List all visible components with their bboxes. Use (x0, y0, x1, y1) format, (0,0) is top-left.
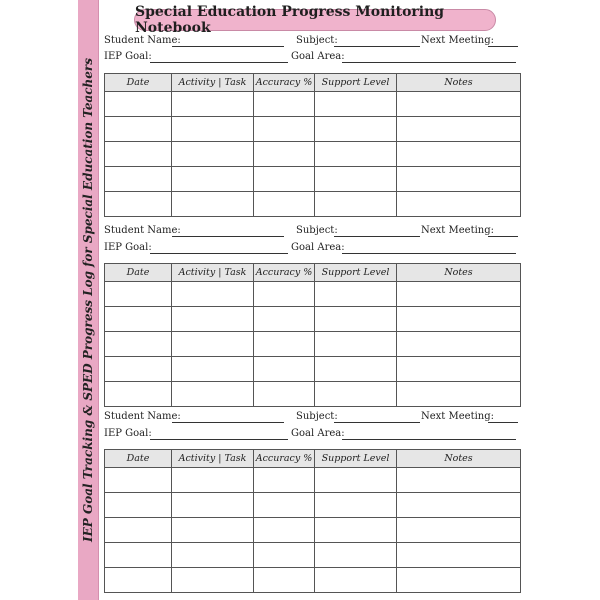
goal-area-field[interactable] (342, 62, 516, 63)
col-support: Support Level (315, 264, 397, 282)
table-row (105, 568, 521, 593)
iep-goal-field[interactable] (150, 62, 288, 63)
student-name-field[interactable] (172, 236, 284, 237)
table-row (105, 543, 521, 568)
table-row (105, 493, 521, 518)
table-row (105, 117, 521, 142)
col-date: Date (105, 264, 172, 282)
iep-goal-field[interactable] (150, 253, 288, 254)
subject-label: Subject: (296, 225, 338, 236)
section-3-row-2 (104, 428, 520, 442)
table-row (105, 382, 521, 407)
subject-field[interactable] (334, 422, 420, 423)
section-1-row-1 (104, 35, 520, 49)
iep-goal-field[interactable] (150, 439, 288, 440)
section-2-row-2 (104, 242, 520, 256)
student-name-label: Student Name: (104, 35, 181, 46)
table-row (105, 468, 521, 493)
goal-area-field[interactable] (342, 439, 516, 440)
goal-area-field[interactable] (342, 253, 516, 254)
col-accuracy: Accuracy % (254, 450, 315, 468)
next-meeting-field[interactable] (488, 422, 518, 423)
col-accuracy: Accuracy % (254, 74, 315, 92)
page-title: Special Education Progress Monitoring Notebook (134, 9, 496, 31)
subject-field[interactable] (334, 236, 420, 237)
col-support: Support Level (315, 74, 397, 92)
col-date: Date (105, 74, 172, 92)
iep-goal-label: IEP Goal: (104, 428, 152, 439)
table-row (105, 518, 521, 543)
col-notes: Notes (397, 74, 521, 92)
subject-field[interactable] (334, 46, 420, 47)
next-meeting-label: Next Meeting: (421, 35, 495, 46)
table-row (105, 192, 521, 217)
col-notes: Notes (397, 450, 521, 468)
col-date: Date (105, 450, 172, 468)
progress-table-1 (104, 73, 521, 217)
next-meeting-label: Next Meeting: (421, 411, 495, 422)
col-activity: Activity | Task (172, 264, 254, 282)
table-row (105, 142, 521, 167)
table-row (105, 357, 521, 382)
col-accuracy: Accuracy % (254, 264, 315, 282)
student-name-label: Student Name: (104, 411, 181, 422)
side-text: IEP Goal Tracking & SPED Progress Log for Special Education Teachers (81, 58, 95, 542)
progress-table-2 (104, 263, 521, 407)
student-name-field[interactable] (172, 46, 284, 47)
section-3-row-1 (104, 411, 520, 425)
student-name-field[interactable] (172, 422, 284, 423)
student-name-label: Student Name: (104, 225, 181, 236)
iep-goal-label: IEP Goal: (104, 51, 152, 62)
next-meeting-label: Next Meeting: (421, 225, 495, 236)
table-row (105, 167, 521, 192)
table-row (105, 307, 521, 332)
col-activity: Activity | Task (172, 74, 254, 92)
section-1-row-2 (104, 51, 520, 65)
next-meeting-field[interactable] (488, 46, 518, 47)
next-meeting-field[interactable] (488, 236, 518, 237)
col-notes: Notes (397, 264, 521, 282)
goal-area-label: Goal Area: (291, 242, 345, 253)
subject-label: Subject: (296, 35, 338, 46)
section-2-row-1 (104, 225, 520, 239)
subject-label: Subject: (296, 411, 338, 422)
iep-goal-label: IEP Goal: (104, 242, 152, 253)
table-row (105, 282, 521, 307)
goal-area-label: Goal Area: (291, 428, 345, 439)
col-support: Support Level (315, 450, 397, 468)
table-row (105, 92, 521, 117)
goal-area-label: Goal Area: (291, 51, 345, 62)
col-activity: Activity | Task (172, 450, 254, 468)
table-row (105, 332, 521, 357)
progress-table-3 (104, 449, 521, 593)
